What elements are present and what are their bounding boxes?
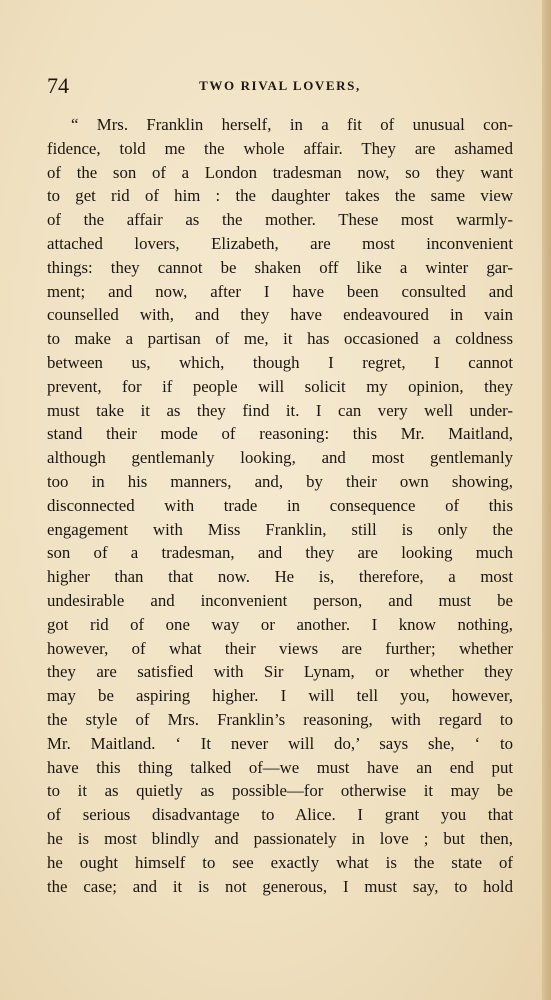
text-line: must take it as they find it. I can very well under- bbox=[47, 400, 513, 420]
text-line: stand their mode of reasoning: this Mr. Maitland, bbox=[47, 424, 513, 444]
text-line: things: they cannot be shaken off like a winter gar- bbox=[47, 257, 513, 277]
text-line: although gentlemanly looking, and most gentlemanly bbox=[47, 448, 513, 468]
text-line: disconnected with trade in consequence of this bbox=[47, 495, 513, 515]
page-number: 74 bbox=[47, 73, 69, 98]
page-header bbox=[47, 74, 513, 98]
text-line: to make a partisan of me, it has occasioned a coldness bbox=[47, 329, 513, 349]
text-line: to get rid of him : the daughter takes the same view bbox=[47, 186, 513, 206]
text-line: of the son of a London tradesman now, so they want bbox=[47, 162, 513, 182]
text-line: have this thing talked of—we must have an end put bbox=[47, 757, 513, 777]
text-line: too in his manners, and, by their own showing, bbox=[47, 471, 513, 491]
text-line: Mr. Maitland. ‘ It never will do,’ says she, ‘ to bbox=[47, 733, 513, 753]
text-line: engagement with Miss Franklin, still is only the bbox=[47, 519, 513, 539]
text-line: counselled with, and they have endeavoured in vain bbox=[47, 305, 513, 325]
running-title: TWO RIVAL LOVERS, bbox=[199, 78, 361, 93]
text-line: undesirable and inconvenient person, and must be bbox=[47, 590, 513, 610]
text-line: he ought himself to see exactly what is the state of bbox=[47, 852, 513, 872]
text-line: the case; and it is not generous, I must say, to hold bbox=[47, 876, 513, 896]
text-line: of the affair as the mother. These most warmly- bbox=[47, 210, 513, 230]
text-line: ment; and now, after I have been consulted and bbox=[47, 281, 513, 301]
text-line: of serious disadvantage to Alice. I grant you that bbox=[47, 805, 513, 825]
text-line: to it as quietly as possible—for otherwise it may be bbox=[47, 781, 513, 801]
text-line: got rid of one way or another. I know nothing, bbox=[47, 614, 513, 634]
page-edge-shadow bbox=[542, 0, 551, 1000]
text-line: son of a tradesman, and they are looking much bbox=[47, 543, 513, 563]
text-line: higher than that now. He is, therefore, a most bbox=[47, 567, 513, 587]
text-line: attached lovers, Elizabeth, are most inconvenient bbox=[47, 233, 513, 253]
body-text bbox=[47, 113, 513, 898]
text-line: he is most blindly and passionately in love ; but then, bbox=[47, 828, 513, 848]
text-line: “ Mrs. Franklin herself, in a fit of unusual con- bbox=[71, 115, 513, 134]
text-line: may be aspiring higher. I will tell you, however, bbox=[47, 686, 513, 706]
text-line: however, of what their views are further; whether bbox=[47, 638, 513, 658]
text-line: between us, which, though I regret, I cannot bbox=[47, 352, 513, 372]
text-line: the style of Mrs. Franklin’s reasoning, with regard to bbox=[47, 709, 513, 729]
text-line: they are satisfied with Sir Lynam, or whether they bbox=[47, 662, 513, 682]
text-line: fidence, told me the whole affair. They are ashamed bbox=[47, 138, 513, 158]
text-line: prevent, for if people will solicit my opinion, they bbox=[47, 376, 513, 396]
